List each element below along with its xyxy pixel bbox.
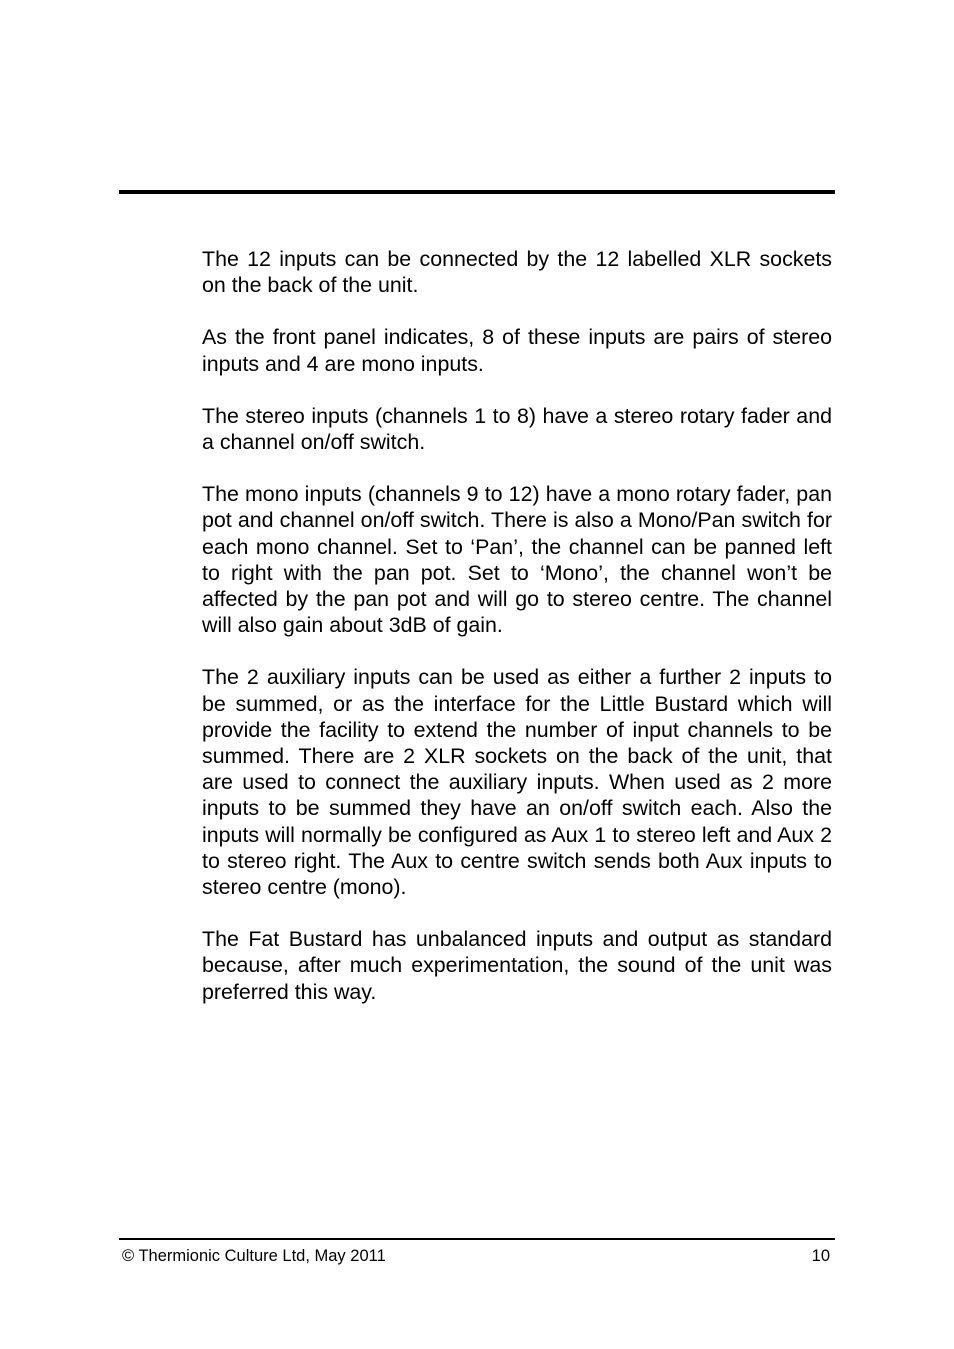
page-number: 10	[811, 1247, 830, 1265]
body-text	[202, 246, 832, 1031]
paragraph-stereo-inputs: The stereo inputs (channels 1 to 8) have a stereo rotary fader and a channel on/off switch.	[202, 403, 832, 455]
page-footer	[122, 1246, 830, 1266]
header-rule	[119, 190, 835, 194]
paragraph-mono-inputs: The mono inputs (channels 9 to 12) have a mono rotary fader, pan pot and channel on/off switch. There is also a Mono/Pan switch for each mono channel. Set to ‘Pan’, the channel can be panned left to right with the pan pot. Set to ‘Mono’, the channel won’t be affected by the pan pot and will go to stereo centre. The channel will also gain about 3dB of gain.	[202, 482, 832, 638]
paragraph-auxiliary-inputs: The 2 auxiliary inputs can be used as either a further 2 inputs to be summed, or as the interface for the Little Bustard which will provide the facility to extend the number of input channels to be summed. There are 2 XLR sockets on the back of the unit, that are used to connect the auxiliary inputs. When used as 2 more inputs to be summed they have an on/off switch each. Also the inputs will normally be configured as Aux 1 to stereo left and Aux 2 to stereo right. The Aux to centre switch sends both Aux inputs to stereo centre (mono).	[202, 665, 832, 900]
paragraph-unbalanced: The Fat Bustard has unbalanced inputs and output as standard because, after much experimentation, the sound of the unit was preferred this way.	[202, 927, 832, 1004]
footer-copyright: © Thermionic Culture Ltd, May 2011	[122, 1247, 386, 1265]
footer-rule	[119, 1238, 835, 1240]
paragraph-inputs-xlr: The 12 inputs can be connected by the 12 labelled XLR sockets on the back of the unit.	[202, 247, 832, 298]
paragraph-front-panel: As the front panel indicates, 8 of these inputs are pairs of stereo inputs and 4 are mono inputs.	[202, 325, 832, 376]
